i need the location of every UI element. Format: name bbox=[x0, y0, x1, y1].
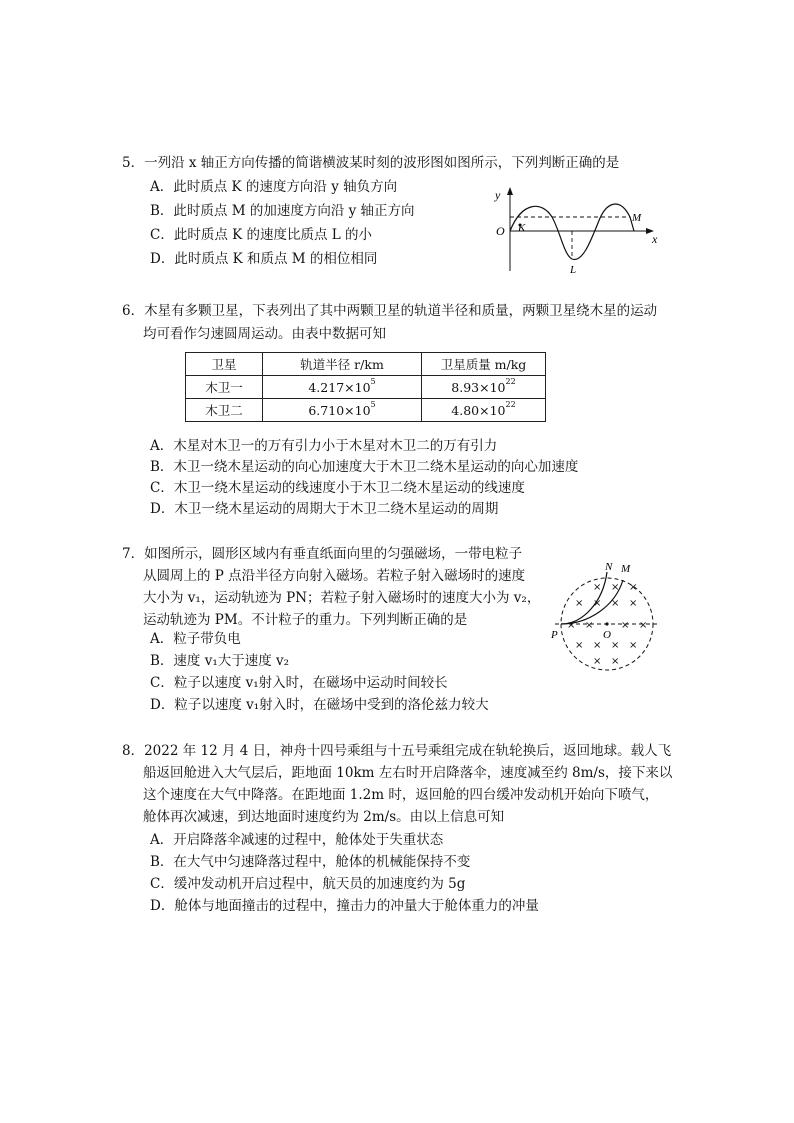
q5-fig-y-label: y bbox=[495, 188, 501, 202]
svg-text:×: × bbox=[593, 656, 602, 667]
q6-stem-line-1: 6．木星有多颗卫星，下表列出了其中两颗卫星的轨道半径和质量，两颗卫星绕木星的运动 bbox=[122, 303, 658, 319]
table-header-cell: 轨道半径 r/km bbox=[263, 353, 422, 376]
table-header-row bbox=[186, 353, 546, 376]
q8-option-d: D．舱体与地面撞击的过程中，撞击力的冲量大于舱体重力的冲量 bbox=[150, 898, 539, 914]
q8-stem-line-1: 8．2022 年 12 月 4 日，神舟十四号乘组与十五号乘组完成在轨轮换后，返回地球。载人飞 bbox=[122, 743, 672, 759]
q6-option-d: D．木卫一绕木星运动的周期大于木卫二绕木星运动的周期 bbox=[150, 501, 499, 517]
table-cell: 木卫二 bbox=[186, 399, 263, 422]
q5-option-b: B．此时质点 M 的加速度方向沿 y 轴正方向 bbox=[150, 203, 415, 219]
q7-option-a: A．粒子带负电 bbox=[150, 631, 241, 647]
svg-text:×: × bbox=[575, 598, 584, 609]
svg-text:×: × bbox=[611, 598, 620, 609]
table-cell: $6.710\times 10^5$ bbox=[263, 399, 422, 422]
q7-fig-o-label: O bbox=[603, 629, 611, 641]
q7-stem-line-4: 运动轨迹为 PM。不计粒子的重力。下列判断正确的是 bbox=[143, 612, 468, 628]
table-cell: 木卫一 bbox=[186, 376, 263, 399]
q5-fig-o-label: O bbox=[496, 224, 505, 238]
svg-text:×: × bbox=[593, 582, 602, 593]
table-cell: $4.217\times 10^5$ bbox=[263, 376, 422, 399]
q8-option-c: C．缓冲发动机开启过程中，航天员的加速度约为 5g bbox=[150, 876, 466, 892]
svg-text:×: × bbox=[629, 598, 638, 609]
svg-text:×: × bbox=[639, 620, 648, 631]
svg-text:×: × bbox=[611, 640, 620, 651]
table-cell: $8.93\times 10^{22}$ bbox=[422, 376, 546, 399]
q5-option-c: C．此时质点 K 的速度比质点 L 的小 bbox=[150, 227, 373, 243]
q8-option-a: A．开启降落伞减速的过程中，舱体处于失重状态 bbox=[150, 832, 444, 848]
q7-stem-line-3: 大小为 v₁，运动轨迹为 PN；若粒子射入磁场时的速度大小为 v₂， bbox=[143, 590, 541, 606]
svg-text:×: × bbox=[585, 620, 594, 631]
table-header-cell: 卫星 bbox=[186, 353, 263, 376]
svg-text:×: × bbox=[575, 640, 584, 651]
q8-stem-line-4: 舱体再次减速，到达地面时速度约为 2m/s。由以上信息可知 bbox=[143, 809, 505, 825]
q7-stem-line-1: 7．如图所示，圆形区域内有垂直纸面向里的匀强磁场，一带电粒子 bbox=[122, 546, 523, 562]
svg-text:×: × bbox=[621, 620, 630, 631]
q6-stem-line-2: 均可看作匀速圆周运动。由表中数据可知 bbox=[143, 326, 386, 342]
q6-option-a: A．木星对木卫一的万有引力小于木星对木卫二的万有引力 bbox=[150, 438, 498, 454]
q5-option-d: D．此时质点 K 和质点 M 的相位相同 bbox=[150, 251, 378, 267]
table-cell: $4.80\times 10^{22}$ bbox=[422, 399, 546, 422]
q8-stem-line-3: 这个速度在大气中降落。在距地面 1.2m 时，返回舱的四台缓冲发动机开始向下喷气， bbox=[143, 787, 659, 803]
q5-wave-figure bbox=[490, 183, 670, 278]
table-row bbox=[186, 399, 546, 422]
svg-text:×: × bbox=[593, 640, 602, 651]
q5-fig-x-label: x bbox=[652, 232, 658, 246]
q7-stem-line-2: 从圆周上的 P 点沿半径方向射入磁场。若粒子射入磁场时的速度 bbox=[143, 568, 526, 584]
q6-option-c: C．木卫一绕木星运动的线速度小于木卫二绕木星运动的线速度 bbox=[150, 480, 525, 496]
svg-text:×: × bbox=[567, 620, 576, 631]
q5-option-a: A．此时质点 K 的速度方向沿 y 轴负方向 bbox=[150, 179, 398, 195]
q7-option-b: B．速度 v₁大于速度 v₂ bbox=[150, 653, 290, 669]
q7-fig-n-label: N bbox=[605, 561, 613, 573]
q5-fig-k-label: K bbox=[518, 222, 526, 234]
q8-option-b: B．在大气中匀速降落过程中，舱体的机械能保持不变 bbox=[150, 854, 471, 870]
q5-fig-m-label: M bbox=[632, 212, 642, 224]
q7-option-c: C．粒子以速度 v₁射入时，在磁场中运动时间较长 bbox=[150, 675, 448, 691]
svg-text:×: × bbox=[593, 598, 602, 609]
satellite-table bbox=[185, 352, 546, 422]
svg-text:×: × bbox=[629, 582, 638, 593]
q7-fig-p-label: P bbox=[551, 629, 558, 641]
q8-stem-line-2: 船返回舱进入大气层后，距地面 10km 左右时开启降落伞，速度减至约 8m/s，接下来以 bbox=[143, 765, 673, 781]
q6-option-b: B．木卫一绕木星运动的向心加速度大于木卫二绕木星运动的向心加速度 bbox=[150, 459, 579, 475]
q5-fig-l-label: L bbox=[570, 264, 577, 276]
q7-magnetic-field-figure bbox=[545, 558, 665, 673]
svg-text:×: × bbox=[611, 582, 620, 593]
q5-stem: 5．一列沿 x 轴正方向传播的简谐横波某时刻的波形图如图所示，下列判断正确的是 bbox=[122, 155, 620, 171]
q7-option-d: D．粒子以速度 v₁射入时，在磁场中受到的洛伦兹力较大 bbox=[150, 697, 489, 713]
svg-text:×: × bbox=[629, 640, 638, 651]
table-header-cell: 卫星质量 m/kg bbox=[422, 353, 546, 376]
q7-fig-m-label: M bbox=[621, 563, 631, 575]
table-row bbox=[186, 376, 546, 399]
svg-text:×: × bbox=[611, 656, 620, 667]
